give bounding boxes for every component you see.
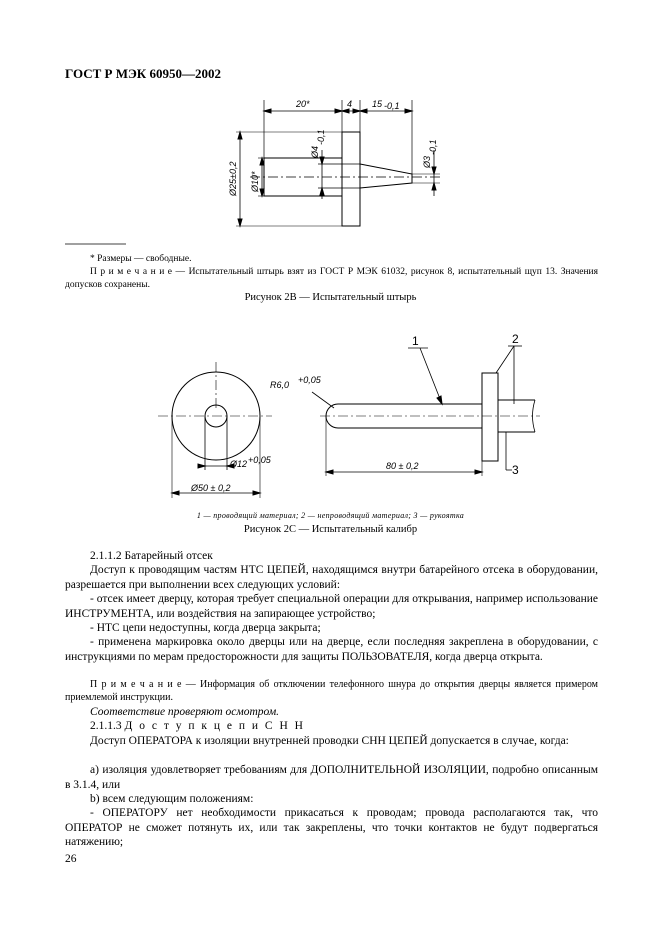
dim-d4-tol: -0,1 <box>316 129 326 145</box>
dim-15-tol: -0,1 <box>384 101 400 111</box>
pin-tip <box>360 164 412 188</box>
figure-2c-legend: 1 — проводящий материал; 2 — непроводящий материал; 3 — рукоятка <box>196 511 465 520</box>
footnote-free-dims: * Размеры — свободные. <box>90 254 192 264</box>
dim-80-label: 80 ± 0,2 <box>386 461 419 471</box>
dim-r6-label: R6,0 <box>270 380 290 390</box>
section-2112-p1: Доступ к проводящим частям НТС ЦЕПЕЙ, находящимся внутри батарейного отсека в оборудовании, разрешается при выполнении всех следующих условий: <box>65 564 598 591</box>
section-2113-title: Д о с т у п к ц е п и С Н Н <box>124 720 305 732</box>
note-label: П р и м е ч а н и е <box>90 267 173 277</box>
note-label: П р и м е ч а н и е <box>90 679 182 690</box>
dim-d50-label: Ø50 ± 0,2 <box>191 483 231 493</box>
document-header: ГОСТ Р МЭК 60950—2002 <box>65 66 221 81</box>
dim-4-label: 4 <box>347 99 353 109</box>
gauge-flange <box>482 373 498 461</box>
callout-3: 3 <box>512 463 519 477</box>
section-2113-num: 2.1.1.3 <box>90 720 122 732</box>
note-text: — Испытательный штырь взят из ГОСТ Р МЭК 61032, рисунок 8, испытательный щуп 13. Значения допусков сохранены. <box>65 267 598 290</box>
note-text: — Информация об отключении телефонного шнура до открытия дверцы является примером приемлемой инструкции. <box>65 679 598 703</box>
figure-2b-note <box>65 266 598 292</box>
figure-2c-caption: Рисунок 2С — Испытательный калибр <box>243 524 418 535</box>
section-2112-note <box>65 678 598 704</box>
dim-d3-label: Ø3 <box>422 155 432 168</box>
dim-d4-label: Ø4 <box>310 145 320 158</box>
section-2112-item1: - отсек имеет дверцу, которая требует специальной операции для открывания, например использование ИНСТРУМЕНТА, или воздействия на запирающее устройство; <box>65 593 598 620</box>
callout-2: 2 <box>512 332 519 346</box>
dim-r6-tol: +0,05 <box>298 375 321 385</box>
section-2113-a: а) изоляция удовлетворяет требованиям для ДОПОЛНИТЕЛЬНОЙ ИЗОЛЯЦИИ, подробно описанным в 3.1.4, или <box>65 764 598 791</box>
dim-15-label: 15 <box>372 99 383 109</box>
dim-20-label: 20* <box>296 99 310 109</box>
dim-d12-tol: +0,05 <box>248 455 271 465</box>
section-2112-heading: 2.1.1.2 Батарейный отсек <box>90 550 213 562</box>
section-2113-b: b) всем следующим положениям: <box>90 793 254 805</box>
pin-flange <box>342 132 360 226</box>
section-2112-item3: - применена маркировка около дверцы или на дверце, если последняя закреплена в оборудовании, с инструкциями по мерам предосторожности для защиты ПОЛЬЗОВАТЕЛЯ, когда дверца открыта. <box>65 636 598 663</box>
section-2112-check: Соответствие проверяют осмотром. <box>90 706 280 718</box>
page-number: 26 <box>65 853 77 865</box>
section-2113-p1: Доступ ОПЕРАТОРА к изоляции внутренней проводки СНН ЦЕПЕЙ допускается в случае, когда: <box>90 735 569 747</box>
dim-d12-label: Ø12 <box>230 459 248 469</box>
section-2112-item2: - НТС цепи недоступны, когда дверца закрыта; <box>90 622 321 634</box>
dim-d25-label: Ø25±0,2 <box>228 161 238 196</box>
dim-d10-label: Ø10* <box>250 171 260 192</box>
dim-d3-tol: -0,1 <box>428 139 438 155</box>
section-2113-b1: - ОПЕРАТОРУ нет необходимости прикасаться к проводам; провода располагаются так, что ОПЕРАТОР не сможет потянуть их, или так закреплены, что точки контактов не будут подвергаться натяжению; <box>65 807 598 848</box>
section-2113-heading <box>90 719 598 734</box>
callout-1: 1 <box>412 334 419 348</box>
figure-2b-caption: Рисунок 2В — Испытательный штырь <box>244 292 417 303</box>
